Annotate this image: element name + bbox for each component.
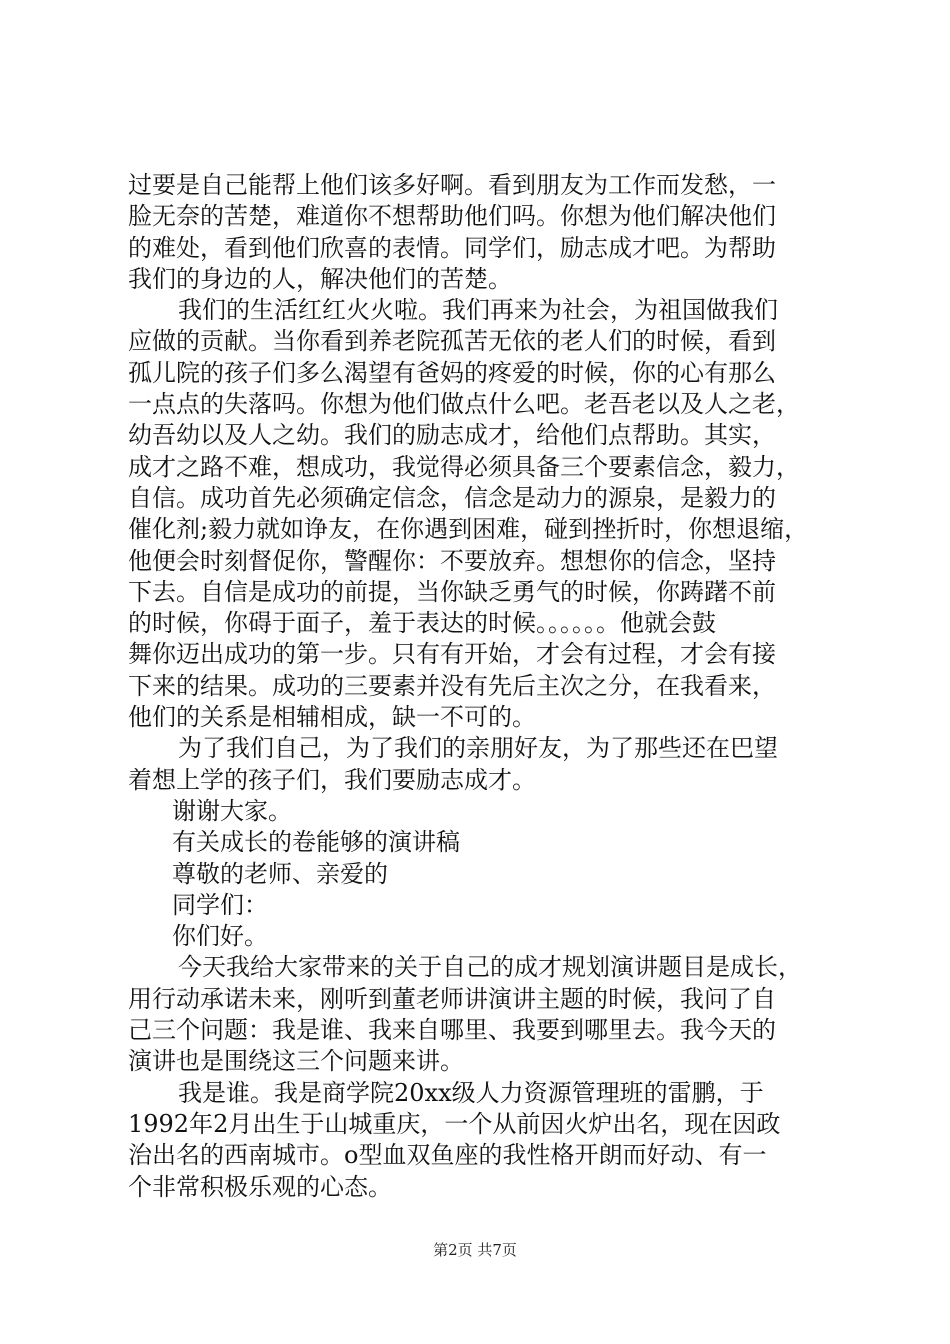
text-line: 他们的关系是相辅相成，缺一不可的。 bbox=[128, 703, 536, 732]
text-line: 幼吾幼以及人之幼。我们的励志成才，给他们点帮助。其实， bbox=[128, 421, 776, 450]
text-line: 孤儿院的孩子们多么渴望有爸妈的疼爱的时候，你的心有那么 bbox=[128, 358, 776, 387]
text-line: 1992年2月出生于山城重庆，一个从前因火炉出名，现在因政 bbox=[128, 1109, 781, 1138]
text-line: 舞你迈出成功的第一步。只有有开始，才会有过程，才会有接 bbox=[128, 640, 776, 669]
text-line: 用行动承诺未来，刚听到董老师讲演讲主题的时候，我问了自 bbox=[128, 984, 776, 1013]
text-line: 自信。成功首先必须确定信念，信念是动力的源泉，是毅力的 bbox=[128, 483, 776, 512]
text-line: 着想上学的孩子们，我们要励志成才。 bbox=[128, 765, 536, 794]
text-line: 个非常积极乐观的心态。 bbox=[128, 1172, 392, 1201]
text-line: 你们好。 bbox=[172, 922, 268, 951]
text-line: 同学们： bbox=[172, 890, 268, 919]
text-line: 演讲也是围绕这三个问题来讲。 bbox=[128, 1047, 464, 1076]
text-line: 我们的生活红红火火啦。我们再来为社会，为祖国做我们 bbox=[178, 296, 778, 325]
text-line: 下去。自信是成功的前提，当你缺乏勇气的时候，你踌躇不前 bbox=[128, 577, 776, 606]
text-line: 应做的贡献。当你看到养老院孤苦无依的老人们的时候，看到 bbox=[128, 327, 776, 356]
text-line: 的难处，看到他们欣喜的表情。同学们，励志成才吧。为帮助 bbox=[128, 233, 776, 262]
text-line: 下来的结果。成功的三要素并没有先后主次之分，在我看来， bbox=[128, 671, 776, 700]
text-line: 成才之路不难，想成功，我觉得必须具备三个要素信念，毅力， bbox=[128, 452, 800, 481]
text-line: 我是谁。我是商学院20xx级人力资源管理班的雷鹏，于 bbox=[178, 1078, 764, 1107]
text-line: 脸无奈的苦楚，难道你不想帮助他们吗。你想为他们解决他们 bbox=[128, 202, 776, 231]
text-line: 己三个问题：我是谁、我来自哪里、我要到哪里去。我今天的 bbox=[128, 1016, 776, 1045]
text-line: 的时候，你碍于面子，羞于表达的时候。。。。。。他就会鼓 bbox=[128, 609, 716, 638]
text-line: 今天我给大家带来的关于自己的成才规划演讲题目是成长， bbox=[178, 953, 802, 982]
text-line: 谢谢大家。 bbox=[172, 796, 292, 825]
text-line: 治出名的西南城市。o型血双鱼座的我性格开朗而好动、有一 bbox=[128, 1141, 767, 1170]
text-line: 尊敬的老师、亲爱的 bbox=[172, 859, 388, 888]
text-line: 他便会时刻督促你，警醒你：不要放弃。想想你的信念，坚持 bbox=[128, 546, 776, 575]
text-line: 过要是自己能帮上他们该多好啊。看到朋友为工作而发愁，一 bbox=[128, 171, 776, 199]
page-footer: 第2页 共7页 bbox=[433, 1241, 517, 1259]
text-line: 有关成长的卷能够的演讲稿 bbox=[172, 828, 460, 857]
text-line: 我们的身边的人，解决他们的苦楚。 bbox=[128, 264, 512, 293]
text-line: 一点点的失落吗。你想为他们做点什么吧。老吾老以及人之老， bbox=[128, 390, 800, 419]
body-text bbox=[128, 170, 828, 1203]
text-line: 催化剂;毅力就如诤友，在你遇到困难，碰到挫折时，你想退缩， bbox=[128, 515, 809, 544]
text-line: 为了我们自己，为了我们的亲朋好友，为了那些还在巴望 bbox=[178, 734, 778, 763]
